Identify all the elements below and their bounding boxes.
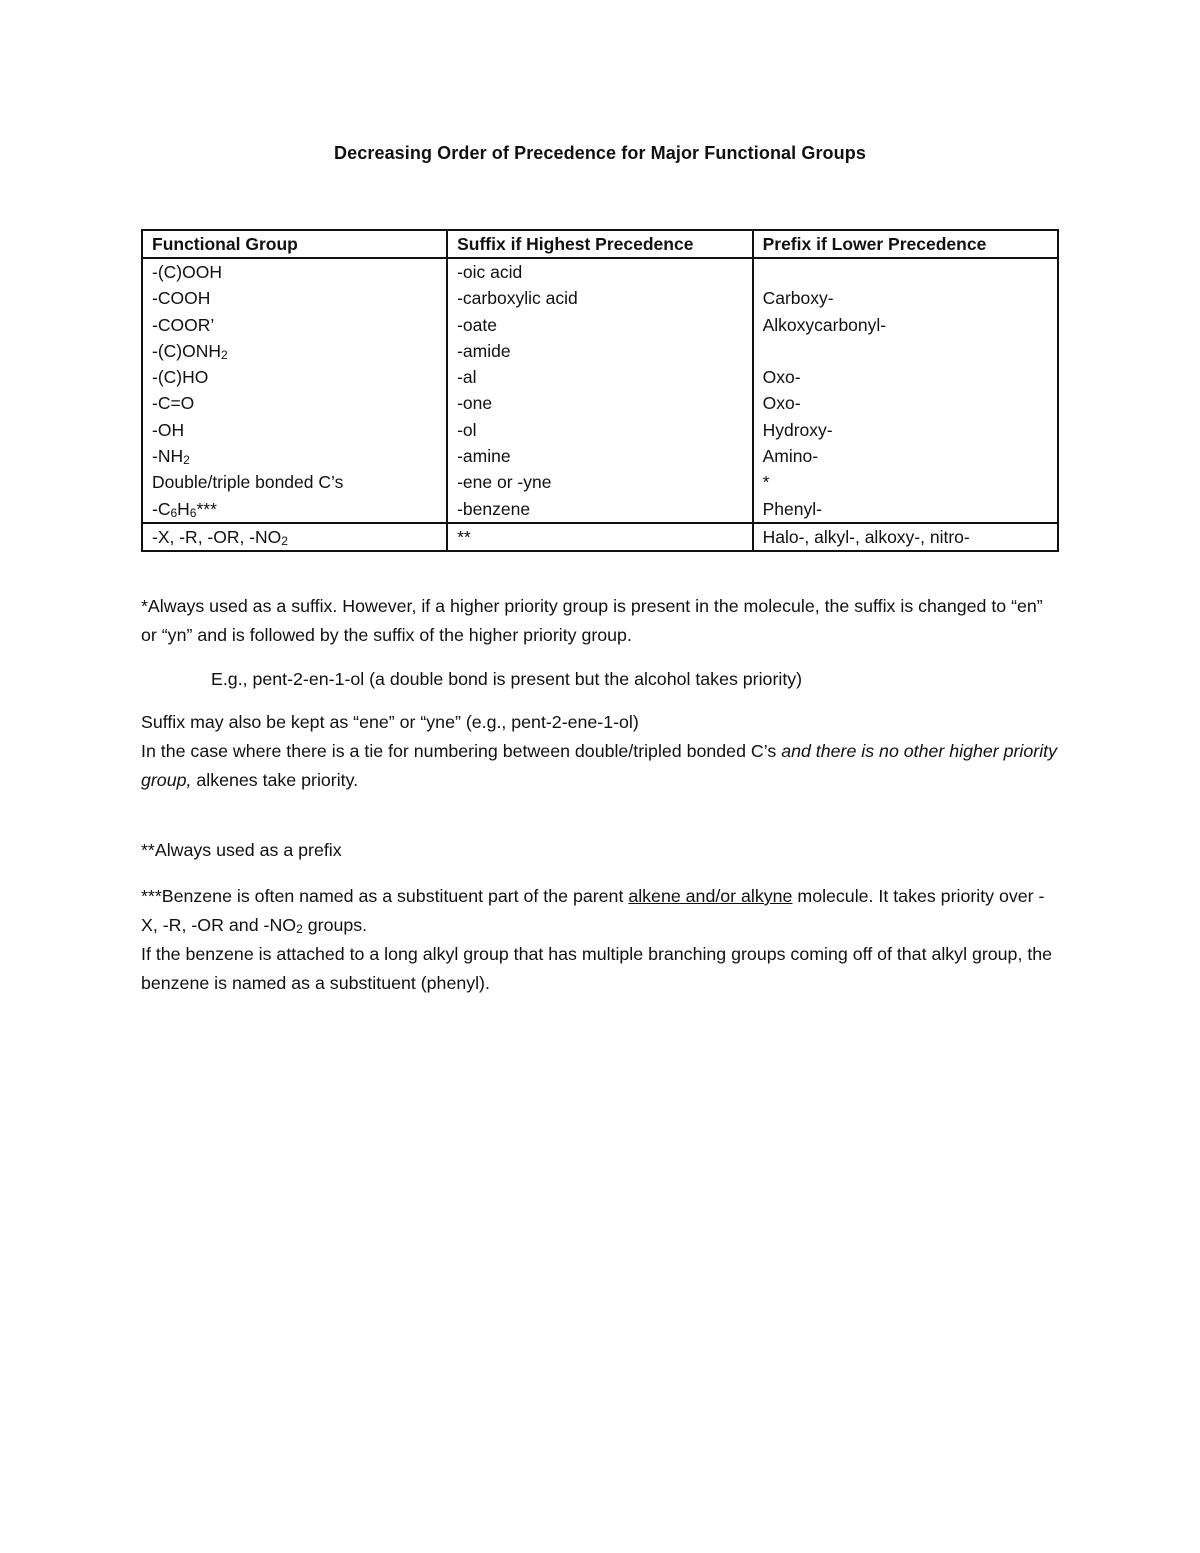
note-benzene-underlined: alkene and/or alkyne [628, 886, 793, 906]
group-group-pre: -(C)HO [152, 367, 209, 388]
cell-suffix: -ene or -yne [447, 469, 752, 495]
group-group-pre: -OH [152, 419, 185, 440]
note-suffix-kept [141, 708, 1061, 795]
header-prefix: Prefix if Lower Precedence [753, 230, 1058, 258]
note-prefix: **Always used as a prefix [141, 840, 342, 860]
cell-functional-group [142, 285, 447, 311]
table-row [142, 417, 1058, 443]
table-row [142, 312, 1058, 338]
cell-suffix: ** [447, 523, 752, 551]
group-group-sub: 2 [281, 533, 288, 548]
group-group-pre: -(C)ONH [152, 340, 222, 361]
cell-suffix: -amide [447, 338, 752, 364]
cell-prefix: Halo-, alkyl-, alkoxy-, nitro- [753, 523, 1058, 551]
group-group-sub: 2 [221, 347, 228, 362]
group-group-pre: -(C)OOH [152, 262, 222, 282]
table-row [142, 258, 1058, 285]
cell-suffix: -amine [447, 443, 752, 469]
cell-prefix [753, 258, 1058, 285]
table-row [142, 496, 1058, 523]
cell-prefix: Oxo- [753, 390, 1058, 416]
cell-prefix: Hydroxy- [753, 417, 1058, 443]
note-suffix-explanation: *Always used as a suffix. However, if a higher priority group is present in the molecule, the suffix is changed to “en” or “yn” and is followed by the suffix of the higher priority group. [141, 596, 1043, 645]
cell-prefix: Amino- [753, 443, 1058, 469]
note-benzene-text-c: molecule. It takes priority over -X, -R, -OR and -NO [141, 886, 1045, 935]
note-benzene-substituent: If the benzene is attached to a long alkyl group that has multiple branching groups coming off of that alkyl group, the benzene is named as a substituent (phenyl). [141, 944, 1053, 993]
note-benzene-text-d: groups. [302, 915, 368, 935]
group-group-pre: -C=O [152, 393, 195, 414]
cell-functional-group [142, 469, 447, 495]
cell-prefix: Carboxy- [753, 285, 1058, 311]
cell-suffix: -al [447, 364, 752, 390]
group-group-mid: H [177, 498, 190, 519]
table-row-substituents [142, 523, 1058, 551]
group-group-pre: -C [152, 498, 171, 519]
cell-functional-group [142, 390, 447, 416]
cell-prefix: * [753, 469, 1058, 495]
cell-prefix: Phenyl- [753, 496, 1058, 523]
note-tie-end: alkenes take priority. [191, 770, 359, 790]
precedence-table-container [141, 229, 1059, 552]
table-row [142, 338, 1058, 364]
cell-prefix: Alkoxycarbonyl- [753, 312, 1058, 338]
precedence-table [141, 229, 1059, 552]
note-benzene-subscript: 2 [296, 922, 303, 936]
note-benzene-text-a: ***Benzene is often named as a substituent part of the parent [141, 886, 629, 906]
note-tie-italic: and there is no other higher priority group, [141, 741, 1057, 790]
cell-prefix: Oxo- [753, 364, 1058, 390]
cell-suffix: -benzene [447, 496, 752, 523]
group-group-pre: -COOH [152, 288, 211, 309]
page-title: Decreasing Order of Precedence for Major Functional Groups [334, 143, 866, 163]
table-row [142, 469, 1058, 495]
cell-functional-group [142, 417, 447, 443]
group-group-pre: Double/triple bonded C’s [152, 472, 344, 493]
group-group-pre: -X, -R, -OR, -NO [152, 526, 282, 547]
table-row [142, 390, 1058, 416]
cell-functional-group [142, 523, 447, 551]
header-functional-group: Functional Group [142, 230, 447, 258]
table-header-row [142, 230, 1058, 258]
group-group-post: *** [196, 498, 217, 519]
group-group-pre: -COOR’ [152, 314, 215, 335]
cell-functional-group [142, 258, 447, 285]
group-group-sub2: 6 [189, 505, 197, 520]
note-benzene [141, 882, 1061, 998]
note-tie-text: In the case where there is a tie for numbering between double/tripled bonded C’s [141, 741, 782, 761]
table-body [142, 258, 1058, 551]
cell-functional-group [142, 364, 447, 390]
cell-suffix: -ol [447, 417, 752, 443]
cell-prefix [753, 338, 1058, 364]
cell-functional-group [142, 443, 447, 469]
cell-suffix: -oic acid [447, 258, 752, 285]
cell-functional-group [142, 312, 447, 338]
table-row [142, 364, 1058, 390]
cell-suffix: -carboxylic acid [447, 285, 752, 311]
note-suffix-kept-text: Suffix may also be kept as “ene” or “yne” (e.g., pent-2-ene-1-ol) [141, 712, 639, 732]
group-group-sub: 2 [183, 453, 190, 468]
cell-functional-group [142, 496, 447, 523]
cell-functional-group [142, 338, 447, 364]
note-example: E.g., pent-2-en-1-ol (a double bond is present but the alcohol takes priority) [211, 669, 803, 689]
table-row [142, 285, 1058, 311]
cell-suffix: -oate [447, 312, 752, 338]
group-group-pre: -NH [152, 446, 184, 467]
group-group-sub: 6 [170, 505, 178, 520]
header-suffix: Suffix if Highest Precedence [447, 230, 752, 258]
table-row [142, 443, 1058, 469]
cell-suffix: -one [447, 390, 752, 416]
